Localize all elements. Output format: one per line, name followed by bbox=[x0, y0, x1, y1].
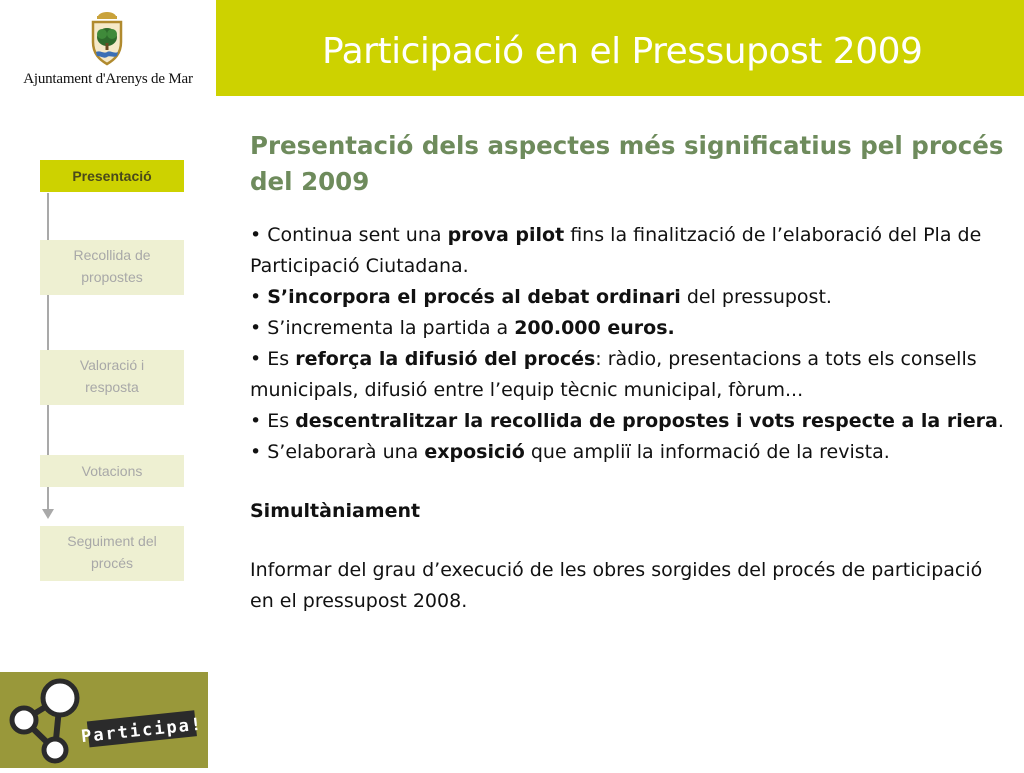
bullet-text: : ràdio, presentacions a tots els consells municipals, difusió entre l’equip tècnic municipal, fòrum... bbox=[250, 348, 977, 401]
participa-network-icon bbox=[0, 672, 208, 768]
page-title: Participació en el Pressupost 2009 bbox=[322, 31, 923, 72]
bullet-text: • Continua sent una bbox=[250, 224, 448, 246]
subheading: Simultàniament bbox=[250, 500, 421, 522]
step-label-line2: procés bbox=[90, 555, 134, 571]
paragraph: Informar del grau d’execució de les obres sorgides del procés de participació en el pressupost 2008. bbox=[250, 559, 983, 612]
bullet-item bbox=[250, 344, 1012, 406]
bullet-text: fins la finalització de l’elaboració del Pla de Participació Ciutadana. bbox=[250, 224, 982, 277]
bullet-item bbox=[250, 406, 1012, 437]
bullet-emphasis: reforça la difusió del procés bbox=[295, 348, 596, 370]
bullet-text: • S’incrementa la partida a bbox=[250, 317, 515, 339]
bullet-item bbox=[250, 282, 1012, 313]
bullet-item bbox=[250, 437, 1012, 468]
bullet-text: • S’elaborarà una bbox=[250, 441, 425, 463]
organization-name: Ajuntament d'Arenys de Mar bbox=[23, 71, 193, 87]
bullet-item bbox=[250, 313, 1012, 344]
bullet-list bbox=[250, 220, 1012, 468]
section-heading: Presentació dels aspectes més significatius pel procés del 2009 bbox=[250, 131, 1004, 196]
step-recollida-de-propostes[interactable] bbox=[40, 240, 184, 295]
step-label-line2: propostes bbox=[81, 269, 143, 285]
header-bar bbox=[216, 0, 1024, 96]
step-presentacio[interactable] bbox=[40, 160, 184, 192]
bullet-emphasis: exposició bbox=[424, 441, 525, 463]
bullet-emphasis: 200.000 euros. bbox=[514, 317, 675, 339]
coat-of-arms-icon bbox=[88, 10, 126, 66]
step-label: Presentació bbox=[72, 168, 152, 184]
timeline-arrow-icon bbox=[42, 509, 54, 519]
bullet-text: • bbox=[250, 286, 268, 308]
main-content bbox=[250, 128, 1012, 617]
participa-logo bbox=[0, 672, 208, 768]
bullet-text: • Es bbox=[250, 348, 296, 370]
step-valoracio-i-resposta[interactable] bbox=[40, 350, 184, 405]
step-label-line1: Valoració i bbox=[79, 357, 145, 373]
bullet-text: . bbox=[997, 410, 1004, 432]
step-label-line2: resposta bbox=[85, 379, 139, 395]
logo-area bbox=[0, 0, 216, 96]
bullet-item bbox=[250, 220, 1012, 282]
bullet-text: • Es bbox=[250, 410, 296, 432]
bullet-text: del pressupost. bbox=[680, 286, 832, 308]
step-seguiment-del-proces[interactable] bbox=[40, 526, 184, 581]
bullet-emphasis: S’incorpora el procés al debat ordinari bbox=[267, 286, 681, 308]
step-label-line1: Seguiment del bbox=[67, 533, 157, 549]
step-label-line1: Recollida de bbox=[73, 247, 151, 263]
step-votacions[interactable] bbox=[40, 455, 184, 487]
participa-label: Participa! bbox=[80, 714, 204, 748]
step-label: Votacions bbox=[81, 463, 143, 479]
bullet-emphasis: descentralitzar la recollida de propostes i vots respecte a la riera bbox=[295, 410, 998, 432]
bullet-emphasis: prova pilot bbox=[447, 224, 565, 246]
bullet-text: que ampliï la informació de la revista. bbox=[524, 441, 890, 463]
